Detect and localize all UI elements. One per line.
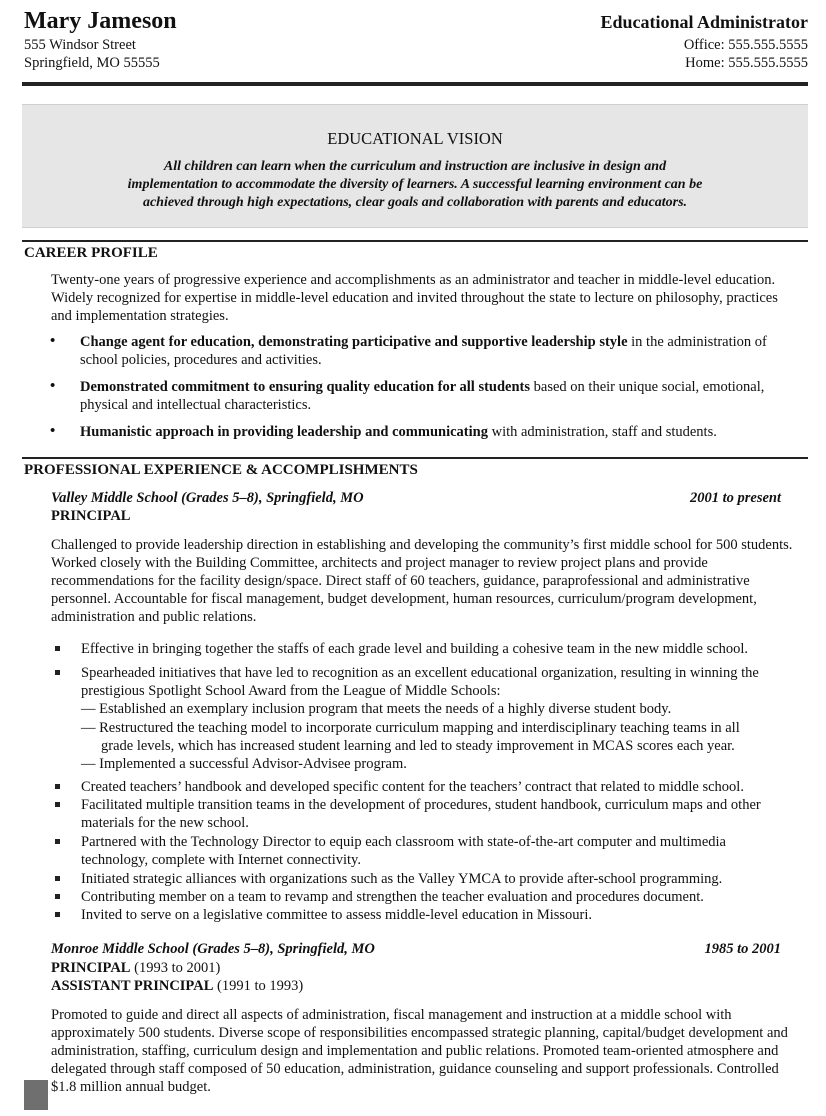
- square-bullet: [55, 876, 60, 881]
- bullet-dot: •: [50, 423, 56, 439]
- job-school: Monroe Middle School (Grades 5–8), Springfield, MO: [51, 941, 375, 957]
- job-school: Valley Middle School (Grades 5–8), Springfield, MO: [51, 490, 364, 506]
- job-bullet: Contributing member on a team to revamp and strengthen the teacher evaluation and procedures document.: [81, 889, 704, 905]
- office-phone: Office: 555.555.5555: [683, 37, 808, 53]
- job-bullet: Initiated strategic alliances with organizations such as the Valley YMCA to provide after-school programming.: [81, 871, 723, 887]
- job-role: PRINCIPAL (1993 to 2001): [51, 960, 221, 976]
- vision-line: implementation to accommodate the diversity of learners. A successful learning environment can be: [127, 177, 703, 192]
- sub-bullet: — Established an exemplary inclusion program that meets the needs of a highly diverse student body.: [81, 701, 672, 717]
- bullet-dot: •: [50, 333, 56, 349]
- section-divider: [22, 457, 808, 459]
- square-bullet: [55, 670, 60, 675]
- job-bullet: Partnered with the Technology Director to equip each classroom with state-of-the-art computer and multimedia technology, complete with Internet connectivity.: [81, 834, 726, 868]
- square-bullet: [55, 646, 60, 651]
- city-address: Springfield, MO 55555: [24, 55, 160, 71]
- job-bullet: Spearheaded initiatives that have led to recognition as an excellent educational organization, resulting in winning the prestigious Spotlight School Award from the League of Middle Schools:: [81, 665, 759, 699]
- vision-statement: [92, 158, 738, 212]
- square-bullet: [55, 894, 60, 899]
- square-bullet: [55, 912, 60, 917]
- job-dates: 1985 to 2001: [704, 941, 781, 957]
- job-summary: Challenged to provide leadership direction in establishing and developing the community’s first middle school for 500 students. Worked closely with the Building Committee, architects and project manager to review project plans and provide recommendations for the facility design/space. Direct staff of 60 teachers, guidance, paraprofessional and administrative personnel. Accountable for fiscal management, budget development, human resources, curriculum/program development, administration and public relations.: [51, 537, 793, 625]
- vision-line: All children can learn when the curriculum and instruction are inclusive in design and: [163, 159, 667, 174]
- street-address: 555 Windsor Street: [24, 37, 136, 53]
- header-divider: [22, 82, 808, 86]
- bullet-dot: •: [50, 378, 56, 394]
- career-profile-heading: CAREER PROFILE: [24, 245, 158, 261]
- vision-heading: EDUCATIONAL VISION: [327, 129, 503, 148]
- career-summary: Twenty-one years of progressive experience and accomplishments as an administrator and teacher in middle-level education. Widely recognized for expertise in middle-level education and invited throughout the state to lecture on philosophy, practices and implementation strategies.: [51, 272, 778, 324]
- section-divider: [22, 240, 808, 242]
- job-bullet: Effective in bringing together the staffs of each grade level and building a cohesive team in the new middle school.: [81, 641, 749, 657]
- square-bullet: [55, 784, 60, 789]
- sub-bullet-continuation: grade levels, which has increased student learning and led to steady improvement in MCAS scores each year.: [101, 738, 735, 754]
- job-bullet: Created teachers’ handbook and developed specific content for the teachers’ contract that related to middle school.: [81, 779, 744, 795]
- square-bullet: [55, 839, 60, 844]
- candidate-name: Mary Jameson: [24, 8, 177, 34]
- job-title: Educational Administrator: [600, 12, 808, 32]
- experience-heading: PROFESSIONAL EXPERIENCE & ACCOMPLISHMENTS: [24, 462, 418, 478]
- career-bullet: Humanistic approach in providing leadership and communicating with administration, staff and students.: [80, 424, 717, 440]
- vision-line: achieved through high expectations, clear goals and collaboration with parents and educators.: [142, 195, 688, 210]
- job-role: ASSISTANT PRINCIPAL (1991 to 1993): [51, 978, 304, 994]
- job-bullet: Invited to serve on a legislative committee to assess middle-level education in Missouri.: [81, 907, 593, 923]
- sub-bullet: — Restructured the teaching model to incorporate curriculum mapping and interdisciplinary teaching teams in all: [81, 720, 740, 736]
- career-bullet: Change agent for education, demonstrating participative and supportive leadership style in the administration of school policies, procedures and activities.: [80, 334, 767, 368]
- square-bullet: [55, 802, 60, 807]
- home-phone: Home: 555.555.5555: [685, 55, 808, 71]
- job-role: PRINCIPAL: [51, 508, 131, 524]
- job-summary: Promoted to guide and direct all aspects of administration, fiscal management and instruction at a middle school with approximately 500 students. Diverse scope of responsibilities encompassed strategic planning, capital/budget development and administration, staffing, curriculum design and implementation and public relations. Promoted team-oriented atmosphere and delegated through staff composed of 50 education, administration, guidance counseling and support professionals. Controlled $1.8 million annual budget.: [51, 1007, 788, 1095]
- sub-bullet: — Implemented a successful Advisor-Advisee program.: [81, 756, 407, 772]
- job-bullet: Facilitated multiple transition teams in the development of procedures, student handbook, curriculum maps and other materials for the new school.: [81, 797, 761, 831]
- job-dates: 2001 to present: [689, 490, 781, 506]
- career-bullet: Demonstrated commitment to ensuring quality education for all students based on their unique social, emotional, physical and intellectual characteristics.: [80, 379, 765, 413]
- page-corner-marker: [24, 1080, 48, 1110]
- vision-box: [22, 104, 808, 228]
